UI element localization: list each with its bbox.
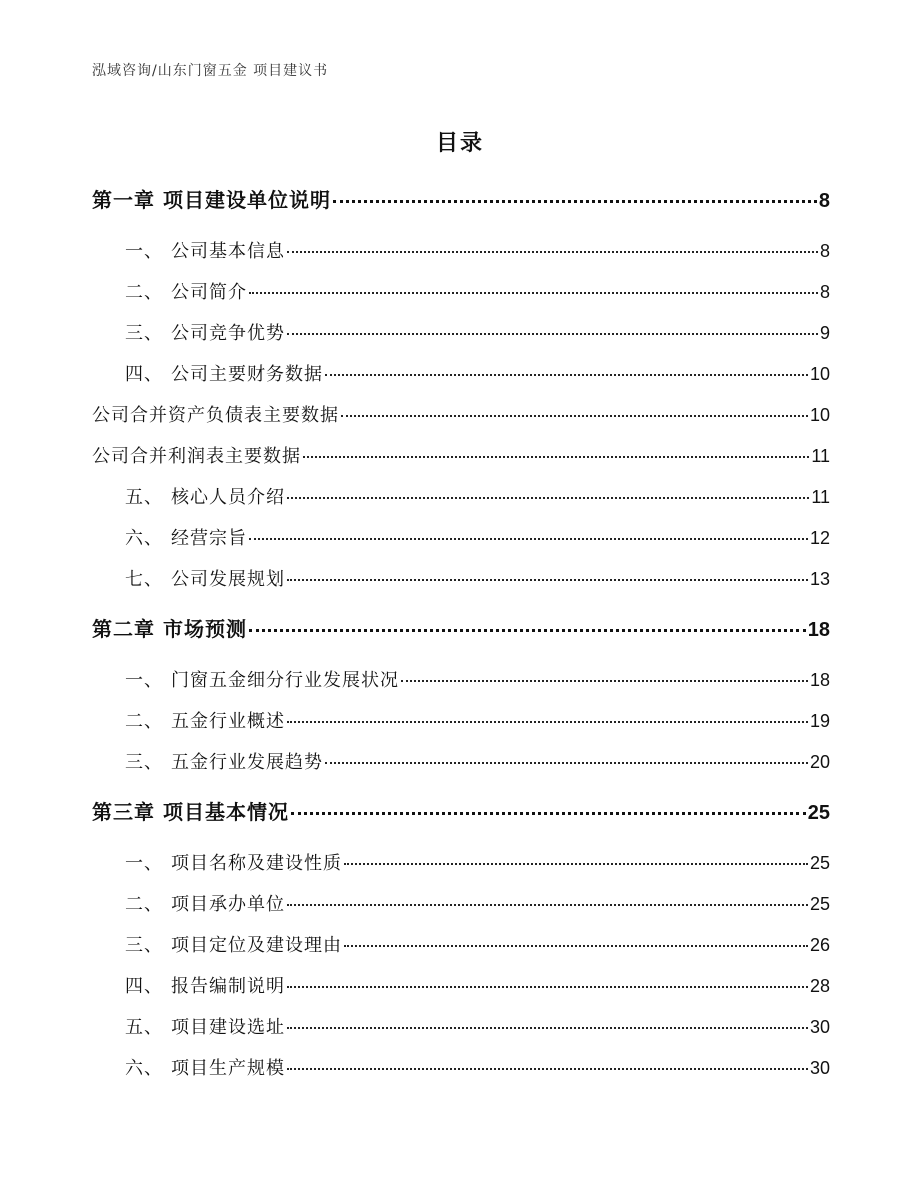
toc-entry-label bbox=[125, 660, 399, 701]
toc-section-entry[interactable] bbox=[92, 925, 830, 966]
toc-dot-leader bbox=[287, 721, 808, 723]
toc-page-number: 30 bbox=[809, 1058, 830, 1078]
toc-entry-label bbox=[125, 231, 285, 272]
toc-dot-leader bbox=[287, 904, 808, 906]
table-of-contents bbox=[92, 180, 830, 1089]
toc-section-entry[interactable] bbox=[92, 395, 830, 436]
toc-entry-number: 三、 bbox=[125, 323, 163, 344]
toc-dot-leader bbox=[303, 456, 809, 458]
toc-entry-label bbox=[125, 518, 247, 559]
toc-section-entry[interactable] bbox=[92, 272, 830, 313]
toc-dot-leader bbox=[249, 538, 808, 540]
toc-dot-leader bbox=[287, 986, 808, 988]
toc-page-number: 8 bbox=[819, 282, 830, 302]
toc-entry-label bbox=[125, 559, 285, 600]
toc-page-number: 8 bbox=[819, 241, 830, 261]
toc-entry-text: 项目定位及建设理由 bbox=[171, 935, 342, 956]
toc-section-entry[interactable] bbox=[92, 1048, 830, 1089]
toc-entry-text: 项目建设选址 bbox=[171, 1017, 285, 1038]
toc-entry-number: 一、 bbox=[125, 241, 163, 262]
toc-entry-text: 项目生产规模 bbox=[171, 1058, 285, 1079]
toc-entry-text: 项目承办单位 bbox=[171, 894, 285, 915]
toc-entry-text: 公司合并利润表主要数据 bbox=[92, 446, 301, 467]
toc-entry-text: 公司主要财务数据 bbox=[171, 364, 323, 385]
toc-dot-leader bbox=[291, 812, 806, 815]
toc-page-number: 18 bbox=[809, 670, 830, 690]
toc-entry-label bbox=[125, 313, 285, 354]
toc-title: 目录 bbox=[435, 131, 484, 156]
toc-section-entry[interactable] bbox=[92, 843, 830, 884]
toc-dot-leader bbox=[325, 374, 808, 376]
toc-page-number: 19 bbox=[809, 711, 830, 731]
toc-entry-number: 六、 bbox=[125, 1058, 163, 1079]
toc-entry-number: 七、 bbox=[125, 569, 163, 590]
toc-entry-text: 公司发展规划 bbox=[171, 569, 285, 590]
toc-page-number: 18 bbox=[807, 619, 830, 641]
toc-entry-text: 门窗五金细分行业发展状况 bbox=[171, 670, 399, 691]
toc-dot-leader bbox=[344, 945, 808, 947]
toc-page-number: 10 bbox=[809, 405, 830, 425]
toc-entry-number: 三、 bbox=[125, 752, 163, 773]
toc-section-entry[interactable] bbox=[92, 313, 830, 354]
toc-section-entry[interactable] bbox=[92, 884, 830, 925]
toc-entry-number: 三、 bbox=[125, 935, 163, 956]
toc-entry-number: 一、 bbox=[125, 670, 163, 691]
toc-section-entry[interactable] bbox=[92, 701, 830, 742]
toc-entry-label bbox=[92, 792, 289, 833]
toc-entry-number: 二、 bbox=[125, 894, 163, 915]
toc-dot-leader bbox=[287, 579, 808, 581]
toc-entry-label bbox=[125, 354, 323, 395]
toc-section-entry[interactable] bbox=[92, 518, 830, 559]
toc-entry-text: 第二章 市场预测 bbox=[92, 617, 247, 641]
toc-entry-text: 公司竞争优势 bbox=[171, 323, 285, 344]
toc-entry-label bbox=[92, 180, 331, 221]
toc-dot-leader bbox=[341, 415, 808, 417]
toc-entry-label bbox=[125, 742, 323, 783]
toc-dot-leader bbox=[401, 680, 808, 682]
toc-chapter-entry[interactable] bbox=[92, 180, 830, 221]
toc-chapter-entry[interactable] bbox=[92, 792, 830, 833]
toc-dot-leader bbox=[287, 497, 809, 499]
toc-page-number: 26 bbox=[809, 935, 830, 955]
toc-page-number: 12 bbox=[809, 528, 830, 548]
toc-entry-text: 公司合并资产负债表主要数据 bbox=[92, 405, 339, 426]
toc-entry-text: 核心人员介绍 bbox=[171, 487, 285, 508]
toc-section-entry[interactable] bbox=[92, 660, 830, 701]
toc-entry-number: 一、 bbox=[125, 853, 163, 874]
toc-entry-text: 经营宗旨 bbox=[171, 528, 247, 549]
toc-entry-number: 四、 bbox=[125, 364, 163, 385]
toc-page-number: 25 bbox=[809, 894, 830, 914]
toc-section-entry[interactable] bbox=[92, 1007, 830, 1048]
toc-dot-leader bbox=[287, 1068, 808, 1070]
toc-section-entry[interactable] bbox=[92, 559, 830, 600]
toc-chapter-entry[interactable] bbox=[92, 609, 830, 650]
toc-page-number: 8 bbox=[818, 190, 830, 212]
toc-section-entry[interactable] bbox=[92, 966, 830, 1007]
toc-entry-number: 五、 bbox=[125, 1017, 163, 1038]
toc-section-entry[interactable] bbox=[92, 477, 830, 518]
toc-entry-label bbox=[125, 1048, 285, 1089]
toc-entry-number: 四、 bbox=[125, 976, 163, 997]
toc-entry-label bbox=[125, 925, 342, 966]
toc-entry-text: 第一章 项目建设单位说明 bbox=[92, 188, 331, 212]
toc-entry-text: 五金行业发展趋势 bbox=[171, 752, 323, 773]
toc-entry-text: 第三章 项目基本情况 bbox=[92, 800, 289, 824]
toc-entry-label bbox=[125, 884, 285, 925]
toc-page-number: 10 bbox=[809, 364, 830, 384]
toc-entry-label bbox=[125, 843, 342, 884]
toc-section-entry[interactable] bbox=[92, 742, 830, 783]
toc-dot-leader bbox=[287, 1027, 808, 1029]
toc-page-number: 28 bbox=[809, 976, 830, 996]
toc-dot-leader bbox=[344, 863, 808, 865]
running-header: 泓域咨询/山东门窗五金 项目建议书 bbox=[92, 63, 329, 79]
toc-page-number: 25 bbox=[807, 802, 830, 824]
toc-section-entry[interactable] bbox=[92, 354, 830, 395]
toc-entry-text: 公司简介 bbox=[171, 282, 247, 303]
toc-dot-leader bbox=[249, 292, 818, 294]
toc-entry-label bbox=[92, 395, 339, 436]
toc-dot-leader bbox=[333, 200, 817, 203]
toc-entry-label bbox=[125, 701, 285, 742]
toc-entry-number: 二、 bbox=[125, 711, 163, 732]
toc-entry-label bbox=[125, 1007, 285, 1048]
toc-entry-number: 二、 bbox=[125, 282, 163, 303]
toc-page-number: 30 bbox=[809, 1017, 830, 1037]
toc-entry-label bbox=[125, 477, 285, 518]
toc-entry-number: 五、 bbox=[125, 487, 163, 508]
toc-page-number: 20 bbox=[809, 752, 830, 772]
toc-page-number: 9 bbox=[819, 323, 830, 343]
toc-entry-label bbox=[125, 272, 247, 313]
toc-entry-text: 项目名称及建设性质 bbox=[171, 853, 342, 874]
toc-page-number: 11 bbox=[811, 487, 830, 507]
toc-section-entry[interactable] bbox=[92, 231, 830, 272]
toc-dot-leader bbox=[249, 629, 806, 632]
toc-entry-label bbox=[92, 609, 247, 650]
toc-dot-leader bbox=[325, 762, 808, 764]
toc-entry-label bbox=[125, 966, 285, 1007]
toc-entry-text: 公司基本信息 bbox=[171, 241, 285, 262]
toc-page-number: 13 bbox=[809, 569, 830, 589]
toc-entry-label bbox=[92, 436, 301, 477]
toc-entry-number: 六、 bbox=[125, 528, 163, 549]
toc-entry-text: 报告编制说明 bbox=[171, 976, 285, 997]
toc-page-number: 25 bbox=[809, 853, 830, 873]
toc-entry-text: 五金行业概述 bbox=[171, 711, 285, 732]
toc-section-entry[interactable] bbox=[92, 436, 830, 477]
toc-page-number: 11 bbox=[811, 446, 830, 466]
toc-dot-leader bbox=[287, 333, 818, 335]
toc-dot-leader bbox=[287, 251, 818, 253]
